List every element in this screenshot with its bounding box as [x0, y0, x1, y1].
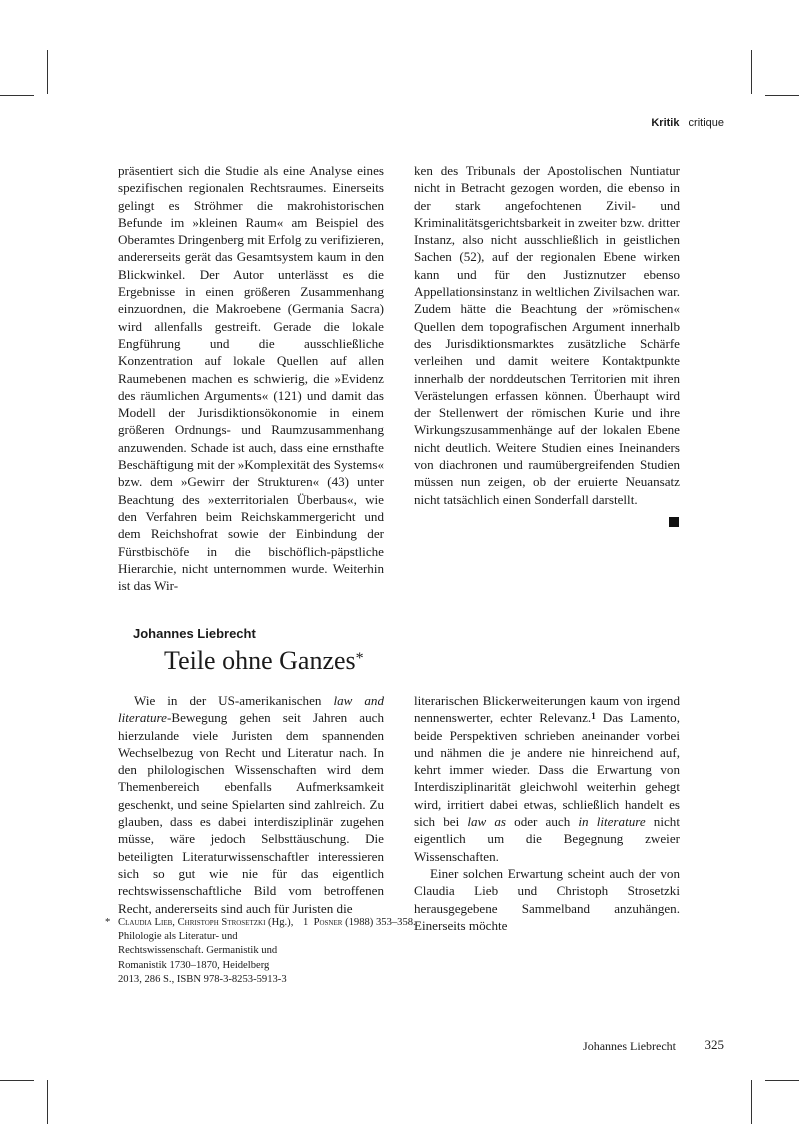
footnote-mark: *: [105, 917, 111, 928]
upper-right-column: [414, 162, 680, 508]
section-label: Kritik: [651, 117, 680, 129]
title-footnote-mark: *: [355, 650, 364, 667]
italic-text: law as: [467, 814, 507, 830]
crop-mark: [47, 50, 48, 94]
body-paragraph: präsentiert sich die Studie als eine Analyse eines spezifischen regionalen Rechtsraumes. Einerseits gelingt es Ströhmer die makrohistorischen Befunde im »kleinen Raum« am Beispiel des Oberamtes Dringenberg mit Erfolg zu verifizieren, andererseits gerät das Gesamtsystem kaum in den Blickwinkel. Der Autor unterlässt es die Ergebnisse in einen größeren Zusammenhang einzuordnen, die Makroebene (Germania Sacra) wird allenfalls gestreift. Gerade die lokale Engführung und die ausschließliche Konzentration auf lokale Quellen auf allen Raumebenen machen es schwierig, die »Evidenz des räumlichen Arguments« (121) und damit das Modell der Jurisdiktionsökonomie in einem größeren Ordnungs- und Raumzusammenhang anzuwenden. Schade ist auch, dass eine ernsthafte Beschäftigung mit der »Komplexität des Systems« bzw. dem »Gewirr der Strukturen« (43) unter Beachtung des »exterritorialen Überbaus«, wie den Verfahren beim Reichskammergericht und dem Reichshofrat sowie der Einbindung der Fürstbischöfe in die bischöflich-päpstliche Hierarchie, nicht unternommen wurde. Weiterhin ist das Wir-: [118, 163, 384, 594]
footnote-mark: 1: [303, 917, 309, 928]
text-run: Das Lamento, beide Perspektiven schrieben aneinander vorbei und nähmen die je andere nie hinreichend auf, kehrt immer wieder. Dass die Erwartung von Interdisziplinarität gleichwohl weiterhin gehegt wird, irritiert dabei etwas, schließlich handelt es sich bei: [414, 710, 680, 830]
footnote-rest: (Hg.), Philologie als Literatur- und Rechtswissenschaft. Germanistik und Romanistik 1730–1870, Heidelberg 2013, 286 S., ISBN 978-3-8253-5913-3: [118, 917, 294, 985]
body-paragraph: Einer solchen Erwartung scheint auch der von Claudia Lieb und Christoph Strosetzki herausgegebene Sammelband anzuhängen. Einerseits möchte: [414, 865, 680, 933]
end-of-article-mark: [669, 517, 679, 527]
crop-mark: [751, 1080, 752, 1124]
lower-left-column: [118, 692, 384, 917]
footnote-one: [303, 916, 503, 930]
text-run: -Bewegung gehen seit Jahren auch hierzulande viele Juristen dem spannenden Wechselbezug von Recht und Literatur nach. In den philologischen Wissenschaften wird dem Themenbereich ebenfalls Aufmerksamkeit geschenkt, und seine Spielarten sind zahlreich. Zu glauben, dass es dabei interdisziplinär zugehen müsse, wäre jedoch Selbsttäuschung. Die beteiligten Literaturwissenschaftler interessieren sich so gut wie nie für das eigentlich rechtswissenschaftliche Bild vom betroffenen Recht, andererseits sind auch für Juristen die: [118, 710, 384, 916]
footnote-rest: (1988) 353–358.: [342, 917, 416, 928]
crop-mark: [765, 1080, 799, 1081]
article-title: [164, 644, 364, 678]
text-run: nicht eigentlich um die Begegnung zweier Wissenschaften.: [414, 814, 680, 864]
footnote-text: [118, 916, 295, 987]
italic-text: law and literature: [118, 693, 384, 726]
lower-right-column: [414, 692, 680, 934]
subsection-label: critique: [688, 117, 724, 129]
body-paragraph: [414, 692, 680, 865]
footnote-star: [105, 916, 295, 987]
running-header: [651, 117, 724, 129]
footnote-reference: 1: [591, 711, 596, 722]
body-paragraph: [118, 692, 384, 917]
article-title-text: Teile ohne Ganzes: [164, 646, 356, 675]
footnote-author: Posner: [313, 917, 343, 928]
crop-mark: [765, 95, 799, 96]
crop-mark: [0, 95, 34, 96]
page-number: 325: [704, 1037, 724, 1052]
text-run: oder auch: [506, 814, 579, 830]
crop-mark: [751, 50, 752, 94]
text-run: literarischen Blickerweiterungen kaum von irgend nennenswerter, echter Relevanz.: [414, 693, 680, 726]
italic-text: in literature: [578, 814, 646, 830]
text-run: Wie in der US-amerikanischen: [134, 693, 334, 708]
footer-author: Johannes Liebrecht: [583, 1039, 676, 1053]
footnote-authors: Claudia Lieb, Christoph Strosetzki: [118, 917, 266, 928]
crop-mark: [47, 1080, 48, 1124]
crop-mark: [0, 1080, 34, 1081]
body-paragraph: ken des Tribunals der Apostolischen Nuntiatur nicht in Betracht gezogen worden, die ebenso in der stark angefochtenen Zivil- und Kriminalitätsgerichtsbarkeit in zweiter bzw. dritter Instanz, also nicht ausschließlich in geistlichen Sachen (52), auf der regionalen Ebene wirken kann und für den Justiznutzer ebenso Appellationsinstanz in weltlichen Zivilsachen war. Zudem hätte die Beachtung der »römischen« Quellen dem topografischen Argument innerhalb des Jurisdiktionsmarktes zusätzliche Schärfe verleihen und damit weitere Kontaktpunkte innerhalb der norddeutschen Territorien mit ihren Verästelungen erfassen können. Überhaupt wird der Stellenwert der römischen Kurie und ihre Wirkungszusammenhänge auf der lokalen Ebene nicht deutlich. Weitere Studien eines Ineinanders von diachronen und raumübergreifenden Studien müssen nun zeigen, ob der eruierte Neuansatz nicht tatsächlich einen Sonderfall darstellt.: [414, 163, 680, 507]
article-author: Johannes Liebrecht: [133, 626, 256, 641]
upper-left-column: [118, 162, 384, 594]
